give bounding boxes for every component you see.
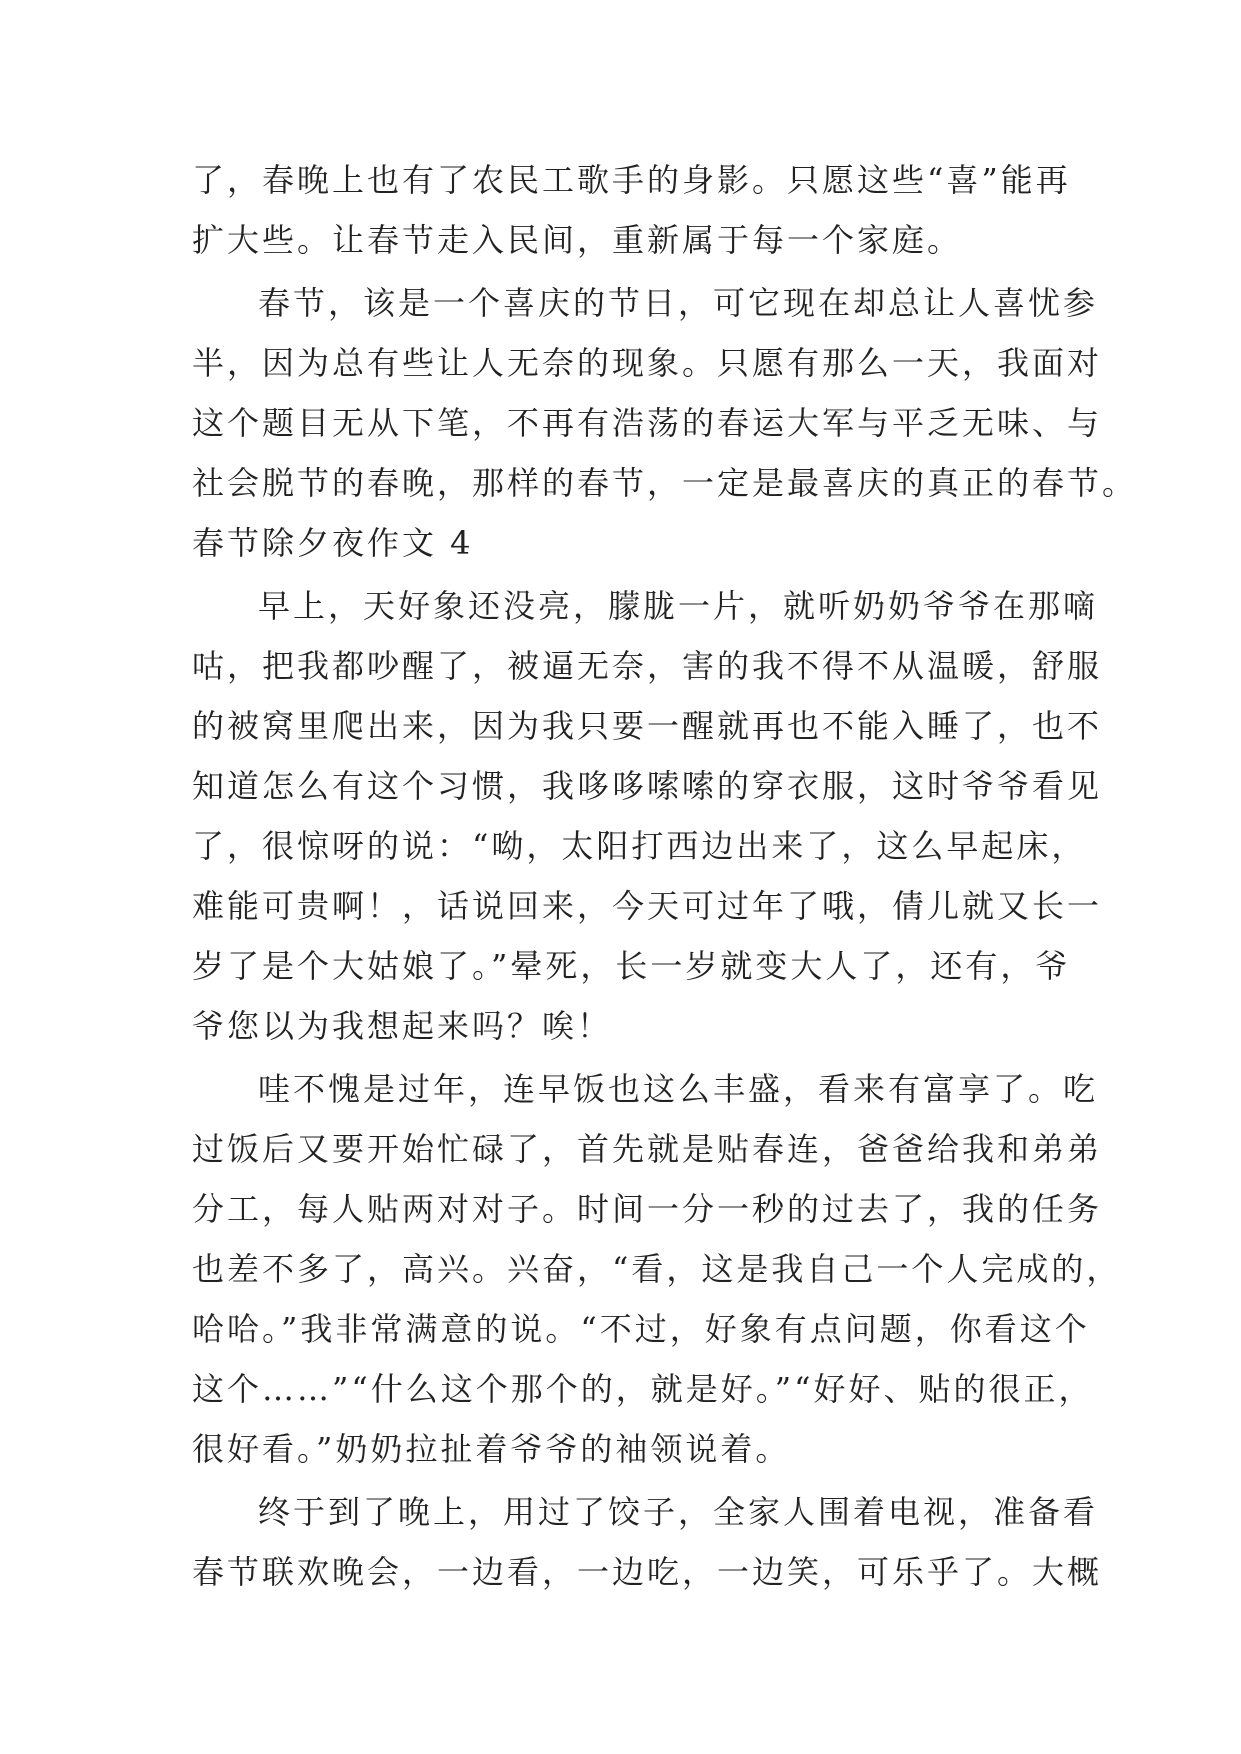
body-text	[192, 150, 1138, 1602]
paragraph-first-line: 春节，该是一个喜庆的节日，可它现在却总让人喜忧参	[258, 284, 1099, 322]
text-line: 的被窝里爬出来，因为我只要一醒就再也不能入睡了，也不	[192, 707, 1103, 745]
text-line: 这个题目无从下笔，不再有浩荡的春运大军与平乏无味、与	[192, 404, 1103, 442]
paragraph-first-line: 早上，天好象还没亮，朦胧一片，就听奶奶爷爷在那嘀	[258, 587, 1099, 625]
text-line: 过饭后又要开始忙碌了，首先就是贴春连，爸爸给我和弟弟	[192, 1130, 1103, 1168]
text-line: 社会脱节的春晚，那样的春节，一定是最喜庆的真正的春节。	[192, 464, 1138, 502]
text-line: 哈哈。”我非常满意的说。“不过，好象有点问题，你看这个	[192, 1310, 1090, 1348]
text-line: 半，因为总有些让人无奈的现象。只愿有那么一天，我面对	[192, 344, 1103, 382]
text-line: 很好看。”奶奶拉扯着爷爷的袖领说着。	[192, 1430, 791, 1468]
section-heading: 春节除夕夜作文 4	[192, 524, 474, 562]
text-line: 扩大些。让春节走入民间，重新属于每一个家庭。	[192, 221, 963, 259]
text-line: 知道怎么有这个习惯，我哆哆嗦嗦的穿衣服，这时爷爷看见	[192, 767, 1103, 805]
text-line: 咕，把我都吵醒了，被逼无奈，害的我不得不从温暖，舒服	[192, 647, 1103, 685]
text-line: 春节联欢晚会，一边看，一边吃，一边笑，可乐乎了。大概	[192, 1553, 1103, 1591]
text-line: 了，春晚上也有了农民工歌手的身影。只愿这些“喜”能再	[192, 161, 1071, 199]
text-line: 岁了是个大姑娘了。”晕死，长一岁就变大人了，还有，爷	[192, 947, 1071, 985]
paragraph-first-line: 终于到了晚上，用过了饺子，全家人围着电视，准备看	[258, 1493, 1099, 1531]
text-line: 这个……”“什么这个那个的，就是好。”“好好、贴的很正，	[192, 1370, 1094, 1408]
text-line: 难能可贵啊！，话说回来，今天可过年了哦，倩儿就又长一	[192, 887, 1103, 925]
text-line: 了，很惊呀的说：“呦，太阳打西边出来了，这么早起床，	[192, 827, 1087, 865]
text-line: 分工，每人贴两对对子。时间一分一秒的过去了，我的任务	[192, 1190, 1103, 1228]
paragraph-first-line: 哇不愧是过年，连早饭也这么丰盛，看来有富享了。吃	[258, 1070, 1099, 1108]
text-line: 爷您以为我想起来吗？唉！	[192, 1007, 613, 1045]
text-line: 也差不多了，高兴。兴奋，“看，这是我自己一个人完成的，	[192, 1250, 1122, 1288]
